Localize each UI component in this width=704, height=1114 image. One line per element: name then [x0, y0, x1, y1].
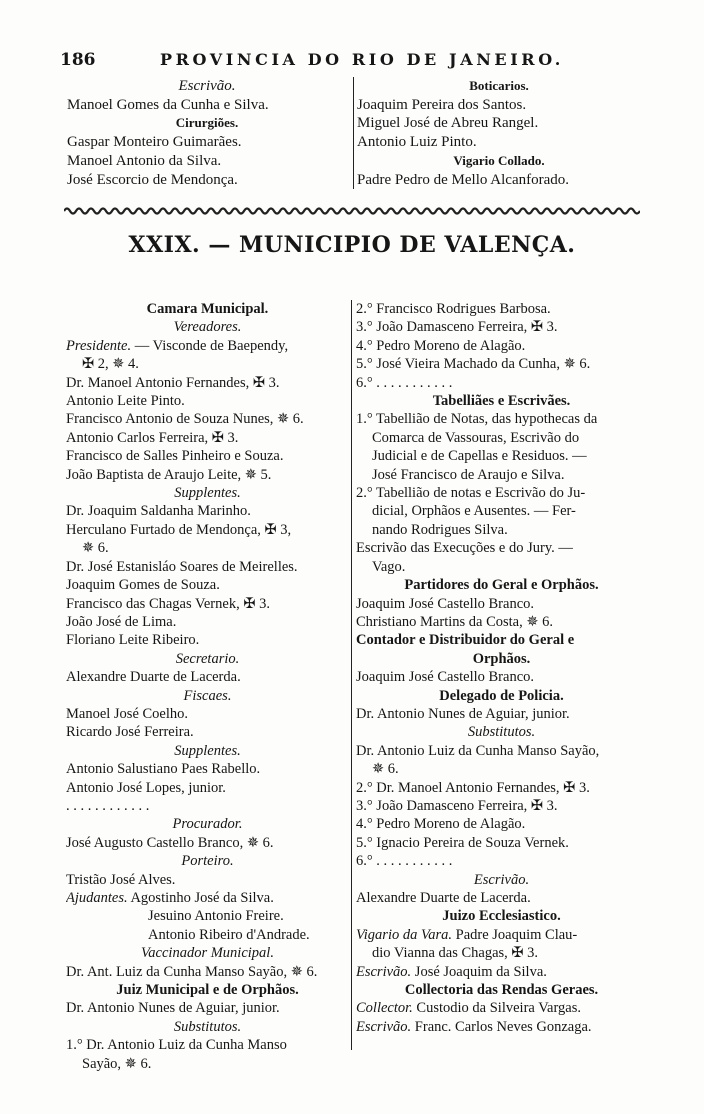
top-right-column: [353, 77, 641, 189]
escrivao-label: Escrivão.: [356, 1018, 412, 1035]
escrivao-label: Escrivão.: [356, 963, 412, 980]
secretario-heading: Secretario.: [175, 650, 240, 667]
substituto-entry: 1.° Dr. Antonio Luiz da Cunha Manso: [66, 1037, 287, 1054]
vigario-heading: Vigario Collado.: [453, 152, 545, 168]
vigario-entry: [356, 926, 647, 944]
escrivao-ecclesiastico-entry: [356, 963, 647, 981]
substituto-entry: Dr. Antonio Luiz da Cunha Manso Sayão,: [356, 742, 600, 759]
escrivao-heading: Escrivão.: [473, 871, 530, 888]
tabelliao-cont: Judicial e de Capellas e Residuos. —: [372, 448, 587, 465]
page-number: 186: [60, 50, 96, 70]
boticario-entry: Joaquim Pereira dos Santos.: [357, 96, 527, 113]
tabelliao-entry: 2.° Tabellião de notas e Escrivão do Ju-: [356, 485, 586, 502]
delegado-heading: Delegado de Policia.: [439, 687, 564, 704]
tabelliao-cont: Comarca de Vassouras, Escrivão do: [372, 429, 580, 446]
vaccinador-heading: Vaccinador Municipal.: [141, 945, 274, 962]
partidores-heading: Partidores do Geral e Orphãos.: [404, 577, 599, 594]
dotted-line: . . . . . . . . . . . .: [66, 797, 150, 814]
tabelliao-cont: dicial, Orphãos e Ausentes. — Fer-: [372, 503, 576, 520]
porteiro-entry: Tristão José Alves.: [66, 871, 176, 888]
collector-label: Collector.: [356, 1000, 413, 1017]
vigario-text: Padre Joaquim Clau-: [452, 926, 578, 943]
substituto-entry: 3.° João Damasceno Ferreira, ✠ 3.: [356, 319, 558, 336]
fiscal-entry: Manoel José Coelho.: [66, 705, 189, 722]
top-left-column: [67, 77, 347, 189]
contador-entry: Joaquim José Castello Branco.: [356, 669, 535, 686]
substitutos-heading: Substitutos.: [467, 724, 536, 741]
procurador-entry: José Augusto Castello Branco, ✵ 6.: [66, 834, 274, 851]
procurador-heading: Procurador.: [172, 816, 243, 833]
camara-heading: Camara Municipal.: [146, 301, 269, 317]
supplente-entry: Dr. José Estanisláo Soares de Meirelles.: [66, 558, 298, 575]
supplente-entry: Francisco das Chagas Vernek, ✠ 3.: [66, 595, 270, 612]
vereador-entry: João Baptista de Araujo Leite, ✵ 5.: [66, 466, 272, 483]
escrivao-entry: Alexandre Duarte de Lacerda.: [356, 890, 531, 906]
ajudantes-text: Agostinho José da Silva.: [127, 890, 274, 906]
substituto-entry: 6.° . . . . . . . . . . .: [356, 853, 453, 870]
escrivao-execucoes-cont: Vago.: [372, 558, 406, 575]
substituto-entry: 3.° João Damasceno Ferreira, ✠ 3.: [356, 797, 558, 814]
boticarios-heading: Boticarios.: [469, 78, 529, 93]
collector-text: Custodio da Silveira Vargas.: [412, 1000, 582, 1017]
substituto-entry: 2.° Francisco Rodrigues Barbosa.: [356, 301, 551, 317]
substituto-entry: 6.° . . . . . . . . . . .: [356, 374, 453, 391]
presidente-entry: [66, 337, 349, 355]
supplentes-heading: Supplentes.: [174, 485, 241, 502]
escrivao-heading: Escrivão.: [178, 78, 236, 94]
escrivao-text: Franc. Carlos Neves Gonzaga.: [411, 1018, 592, 1035]
vaccinador-entry: Dr. Ant. Luiz da Cunha Manso Sayão, ✵ 6.: [66, 963, 318, 980]
substituto-entry: 4.° Pedro Moreno de Alagão.: [356, 816, 526, 833]
boticario-entry: Miguel José de Abreu Rangel.: [357, 115, 539, 132]
presidente-text: — Visconde de Baependy,: [131, 337, 289, 354]
collector-entry: [356, 999, 647, 1017]
tabelliao-cont: nando Rodrigues Silva.: [372, 521, 508, 538]
cirurgiao-entry: Gaspar Monteiro Guimarães.: [67, 134, 242, 151]
vereador-entry: Francisco Antonio de Souza Nunes, ✵ 6.: [66, 411, 304, 428]
vigario-entry: Padre Pedro de Mello Alcanforado.: [357, 171, 570, 188]
vigario-cont: dio Vianna das Chagas, ✠ 3.: [372, 945, 539, 962]
fiscal-entry: Ricardo José Ferreira.: [66, 724, 194, 741]
cirurgiao-entry: Manoel Antonio da Silva.: [67, 152, 222, 169]
page-header: [60, 50, 650, 74]
supplente-entry: João José de Lima.: [66, 613, 177, 630]
presidente-cont: ✠ 2, ✵ 4.: [82, 356, 139, 373]
tabelliao-cont: José Francisco de Araujo e Silva.: [372, 466, 565, 483]
partidor-entry: Christiano Martins da Costa, ✵ 6.: [356, 613, 554, 630]
juiz-entry: Dr. Antonio Nunes de Aguiar, junior.: [66, 1000, 280, 1017]
cirurgioes-heading: Cirurgiões.: [175, 115, 239, 131]
substituto-cont: Sayão, ✵ 6.: [82, 1055, 152, 1072]
substituto-entry: 5.° Ignacio Pereira de Souza Vernek.: [356, 834, 569, 851]
ajudante-entry: Antonio Ribeiro d'Andrade.: [148, 926, 310, 943]
ajudantes-label: Ajudantes.: [66, 890, 128, 906]
collectoria-heading: Collectoria das Rendas Geraes.: [404, 982, 599, 999]
supplente2-entry: Antonio Salustiano Paes Rabello.: [66, 761, 261, 778]
running-title: PROVINCIA DO RIO DE JANEIRO.: [160, 50, 564, 69]
supplente-entry: Herculano Furtado de Mendonça, ✠ 3,: [66, 521, 292, 538]
delegado-entry: Dr. Antonio Nunes de Aguiar, junior.: [356, 705, 570, 722]
tabelliaes-heading: Tabelliães e Escrivães.: [432, 393, 571, 410]
substituto-entry: 5.° José Vieira Machado da Cunha, ✵ 6.: [356, 356, 591, 373]
supplente-entry: Joaquim Gomes de Souza.: [66, 577, 220, 594]
tabelliao-entry: 1.° Tabellião de Notas, das hypothecas da: [356, 411, 598, 428]
substituto-entry: 2.° Dr. Manoel Antonio Fernandes, ✠ 3.: [356, 779, 590, 796]
left-column: [66, 300, 349, 1073]
partidor-entry: Joaquim José Castello Branco.: [356, 595, 535, 612]
supplente2-entry: Antonio José Lopes, junior.: [66, 779, 226, 796]
porteiro-heading: Porteiro.: [181, 853, 234, 870]
section-title: XXIX. — MUNICIPIO DE VALENÇA.: [128, 232, 576, 258]
presidente-label: Presidente.: [66, 337, 132, 354]
escrivao-collectoria-entry: [356, 1018, 647, 1036]
vereadores-heading: Vereadores.: [173, 319, 242, 336]
right-column: [351, 300, 647, 1050]
juizo-heading: Juizo Ecclesiastico.: [442, 908, 561, 925]
vereador-entry: Dr. Manoel Antonio Fernandes, ✠ 3.: [66, 374, 280, 391]
supplente-cont: ✵ 6.: [82, 540, 109, 557]
supplente-entry: Dr. Joaquim Saldanha Marinho.: [66, 503, 251, 520]
ajudantes-entry: [66, 889, 349, 907]
ajudante-entry: Jesuino Antonio Freire.: [148, 908, 284, 925]
vereador-entry: Antonio Leite Pinto.: [66, 393, 185, 410]
top-section: [67, 77, 637, 191]
cirurgiao-entry: José Escorcio de Mendonça.: [67, 171, 238, 188]
supplentes2-heading: Supplentes.: [174, 742, 241, 759]
ornamental-rule: [64, 205, 640, 217]
supplente-entry: Floriano Leite Ribeiro.: [66, 632, 200, 649]
contador-heading-cont: Orphãos.: [472, 650, 531, 667]
vereador-entry: Francisco de Salles Pinheiro e Souza.: [66, 448, 284, 465]
substitutos-heading: Substitutos.: [173, 1018, 242, 1035]
escrivao-text: José Joaquim da Silva.: [411, 963, 547, 980]
vereador-entry: Antonio Carlos Ferreira, ✠ 3.: [66, 429, 239, 446]
vigario-label: Vigario da Vara.: [356, 926, 452, 943]
substituto-cont: ✵ 6.: [372, 761, 399, 778]
secretario-entry: Alexandre Duarte de Lacerda.: [66, 669, 241, 686]
juiz-heading: Juiz Municipal e de Orphãos.: [116, 982, 299, 999]
contador-heading: Contador e Distribuidor do Geral e: [356, 632, 575, 649]
escrivao-entry: Manoel Gomes da Cunha e Silva.: [67, 96, 269, 113]
escrivao-execucoes-entry: Escrivão das Execuções e do Jury. —: [356, 540, 573, 557]
fiscaes-heading: Fiscaes.: [183, 687, 232, 704]
substituto-entry: 4.° Pedro Moreno de Alagão.: [356, 337, 526, 354]
boticario-entry: Antonio Luiz Pinto.: [357, 134, 477, 151]
